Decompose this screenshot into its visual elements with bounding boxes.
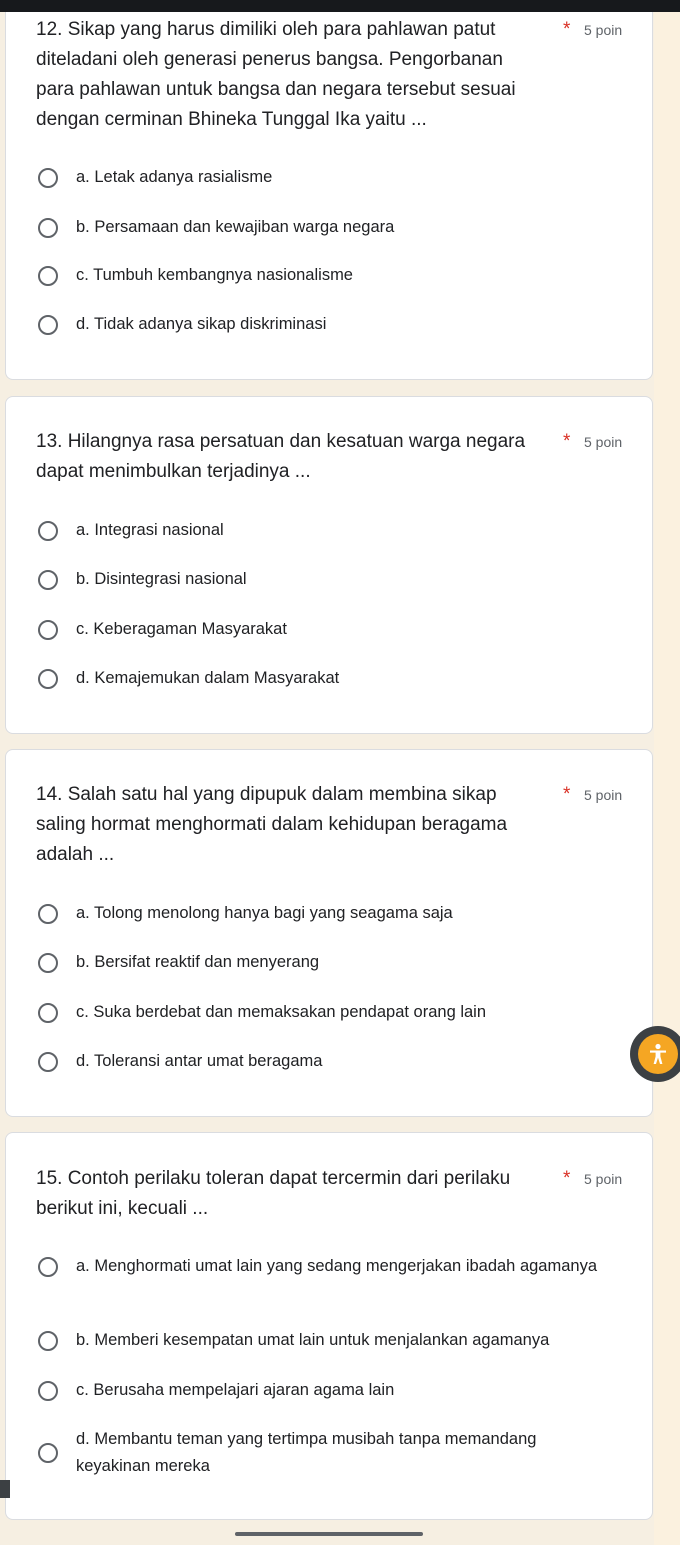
option-label: a. Letak adanya rasialisme: [76, 168, 273, 186]
radio-button[interactable]: [38, 1257, 58, 1277]
status-bar: [0, 0, 680, 12]
accessibility-button-face: [638, 1034, 678, 1074]
accessibility-button[interactable]: [630, 1026, 680, 1082]
option-label: c. Suka berdebat dan memaksakan pendapat orang lain: [76, 1003, 487, 1021]
option-label: b. Memberi kesempatan umat lain untuk menjalankan agamanya: [76, 1331, 550, 1349]
radio-button[interactable]: [38, 168, 58, 188]
question-points: 5 poin: [584, 22, 623, 38]
question-title: 12. Sikap yang harus dimiliki oleh para pahlawan patut diteladani oleh generasi penerus bangsa. Pengorbanan para pahlawan untuk bangsa dan negara tersebut sesuai dengan cerminan Bhineka Tunggal Ika yaitu ...: [36, 19, 516, 130]
question-card-15: [5, 1132, 653, 1520]
radio-button[interactable]: [38, 1052, 58, 1072]
option-label: b. Bersifat reaktif dan menyerang: [76, 953, 320, 971]
answer-option[interactable]: [6, 1253, 626, 1280]
required-asterisk: *: [563, 784, 571, 805]
answer-option[interactable]: [6, 665, 626, 692]
option-label: a. Menghormati umat lain yang sedang mengerjakan ibadah agamanya: [76, 1257, 597, 1275]
radio-button[interactable]: [38, 620, 58, 640]
radio-button[interactable]: [38, 218, 58, 238]
radio-button[interactable]: [38, 904, 58, 924]
answer-option[interactable]: [6, 616, 626, 643]
answer-option[interactable]: [6, 566, 626, 593]
option-label: c. Tumbuh kembangnya nasionalisme: [76, 266, 353, 284]
option-label: d. Membantu teman yang tertimpa musibah tanpa memandang keyakinan mereka: [76, 1430, 537, 1475]
required-asterisk: *: [563, 431, 571, 452]
radio-button[interactable]: [38, 521, 58, 541]
option-label: d. Kemajemukan dalam Masyarakat: [76, 669, 340, 687]
required-asterisk: *: [563, 19, 571, 40]
question-title: 14. Salah satu hal yang dipupuk dalam membina sikap saling hormat menghormati dalam kehidupan beragama adalah ...: [36, 784, 508, 865]
answer-option[interactable]: [6, 1426, 626, 1480]
option-label: b. Disintegrasi nasional: [76, 570, 247, 588]
answer-option[interactable]: [6, 1048, 626, 1075]
answer-option[interactable]: [6, 214, 626, 241]
option-label: b. Persamaan dan kewajiban warga negara: [76, 218, 395, 236]
answer-option[interactable]: [6, 900, 626, 927]
question-points: 5 poin: [584, 787, 623, 803]
radio-button[interactable]: [38, 1443, 58, 1463]
answer-option[interactable]: [6, 164, 626, 191]
radio-button[interactable]: [38, 953, 58, 973]
answer-option[interactable]: [6, 1377, 626, 1404]
question-card-12: [5, 12, 653, 380]
radio-button[interactable]: [38, 1381, 58, 1401]
required-asterisk: *: [563, 1168, 571, 1189]
scroll-indicator: [0, 1480, 10, 1498]
home-indicator-bar[interactable]: [235, 1532, 423, 1536]
option-label: c. Berusaha mempelajari ajaran agama lain: [76, 1381, 395, 1399]
accessibility-icon: [648, 1043, 668, 1065]
radio-button[interactable]: [38, 570, 58, 590]
option-label: a. Integrasi nasional: [76, 521, 224, 539]
radio-button[interactable]: [38, 315, 58, 335]
question-card-14: [5, 749, 653, 1117]
radio-button[interactable]: [38, 266, 58, 286]
option-label: c. Keberagaman Masyarakat: [76, 620, 287, 638]
answer-option[interactable]: [6, 949, 626, 976]
question-title: 13. Hilangnya rasa persatuan dan kesatuan warga negara dapat menimbulkan terjadinya ...: [36, 431, 526, 482]
page-side-band: [654, 12, 680, 1545]
radio-button[interactable]: [38, 1003, 58, 1023]
question-card-13: [5, 396, 653, 734]
radio-button[interactable]: [38, 1331, 58, 1351]
answer-option[interactable]: [6, 999, 626, 1026]
option-label: a. Tolong menolong hanya bagi yang seagama saja: [76, 904, 453, 922]
question-points: 5 poin: [584, 1171, 623, 1187]
answer-option[interactable]: [6, 517, 626, 544]
question-points: 5 poin: [584, 434, 623, 450]
answer-option[interactable]: [6, 311, 626, 338]
answer-option[interactable]: [6, 262, 626, 289]
option-label: d. Toleransi antar umat beragama: [76, 1052, 323, 1070]
radio-button[interactable]: [38, 669, 58, 689]
option-label: d. Tidak adanya sikap diskriminasi: [76, 315, 327, 333]
answer-option[interactable]: [6, 1327, 626, 1354]
question-title: 15. Contoh perilaku toleran dapat tercermin dari perilaku berikut ini, kecuali ...: [36, 1168, 511, 1219]
